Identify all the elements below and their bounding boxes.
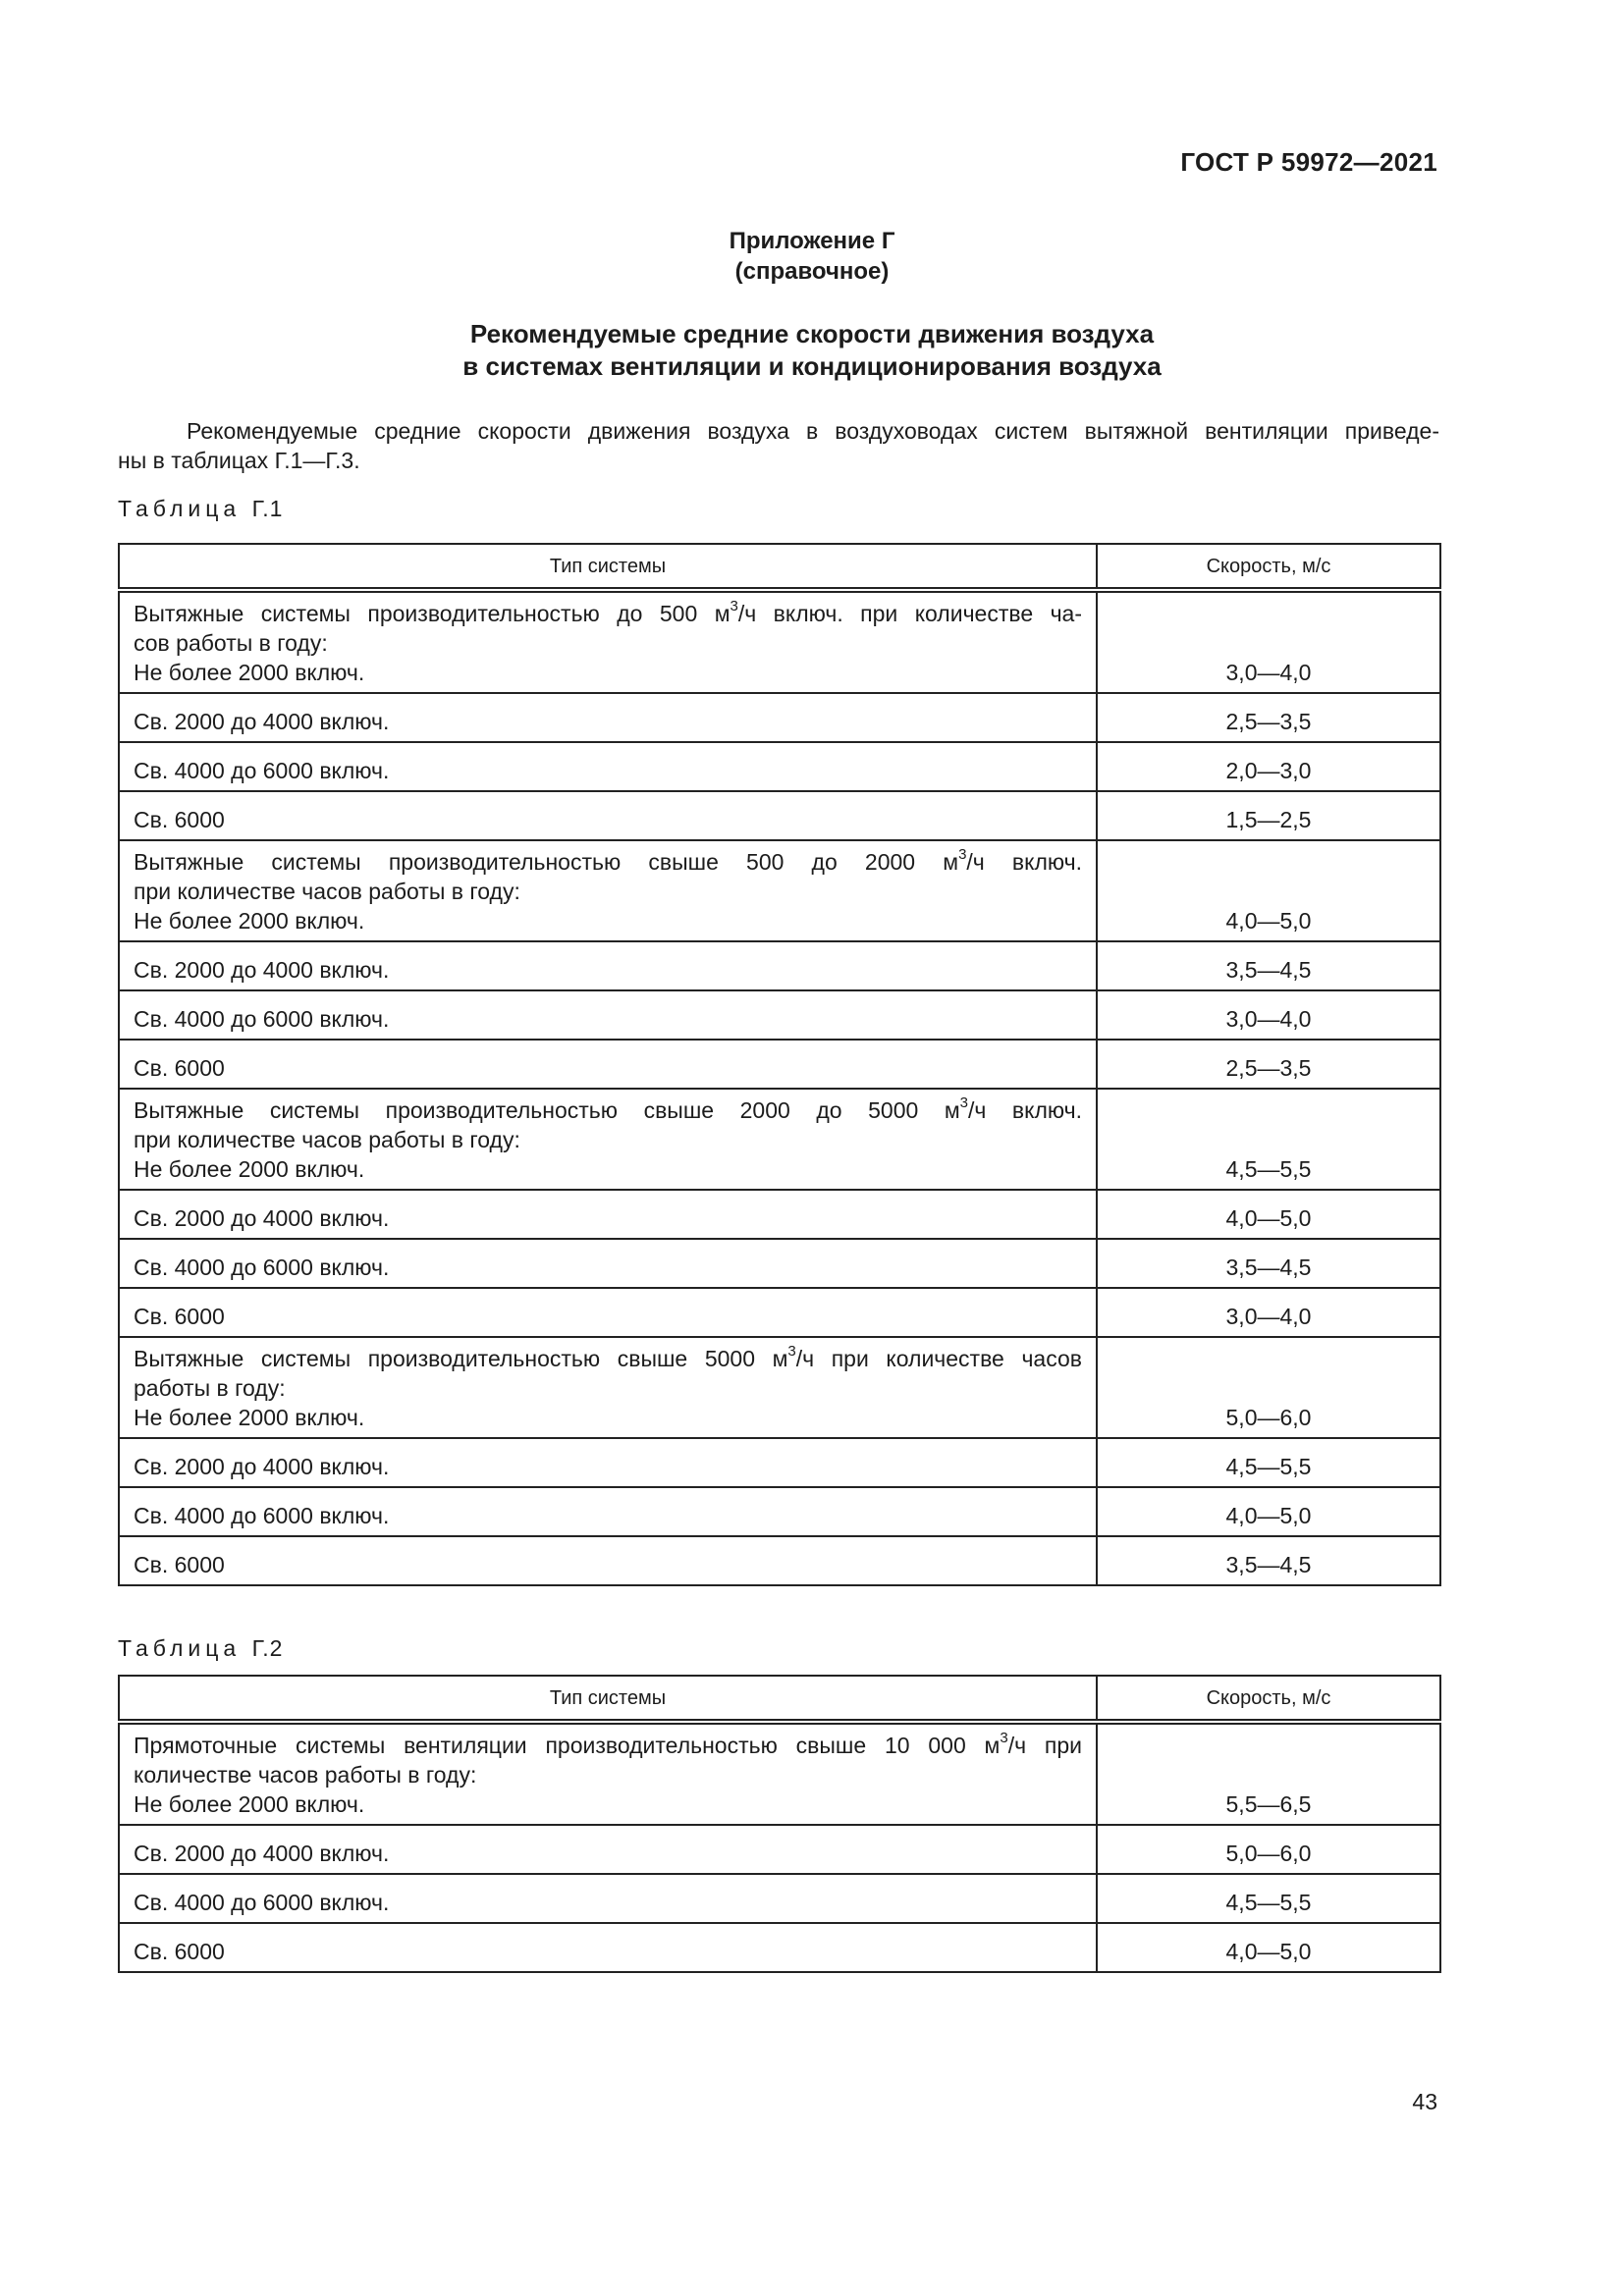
superscript-exponent: 3 <box>787 1343 796 1361</box>
table-group-first-row <box>119 590 1440 693</box>
intro-paragraph <box>118 416 1439 475</box>
appendix-title: Приложение Г <box>729 228 895 254</box>
standard-code: ГОСТ Р 59972—2021 <box>1180 147 1437 177</box>
speed-value-cell: 5,0—6,0 <box>1097 1825 1440 1874</box>
table-1-header-type: Тип системы <box>119 544 1097 590</box>
table-row <box>119 1487 1440 1536</box>
table-2-header-type: Тип системы <box>119 1676 1097 1722</box>
system-type-cell <box>119 1190 1097 1239</box>
table-group-first-row <box>119 1722 1440 1825</box>
hours-condition: Св. 2000 до 4000 включ. <box>134 709 390 734</box>
table-1-body <box>119 590 1440 1585</box>
appendix-heading <box>0 226 1624 287</box>
table-2-header-row <box>119 1676 1440 1722</box>
group-description-line-1 <box>134 599 1082 628</box>
hours-condition: Св. 6000 <box>134 1055 225 1081</box>
hours-condition: Св. 6000 <box>134 1552 225 1577</box>
table-2-caption-number: Г.2 <box>251 1635 284 1661</box>
speed-value-cell: 3,5—4,5 <box>1097 1239 1440 1288</box>
system-type-cell <box>119 1089 1097 1190</box>
hours-condition: Св. 6000 <box>134 807 225 832</box>
group-description-text: Вытяжные системы производительностью свыше 500 до 2000 м <box>134 849 959 875</box>
table-2 <box>118 1675 1441 1973</box>
group-description-text: Прямоточные системы вентиляции производительностью свыше 10 000 м <box>134 1733 1001 1758</box>
system-type-cell <box>119 1923 1097 1972</box>
appendix-status: (справочное) <box>734 258 890 285</box>
speed-value-cell: 4,5—5,5 <box>1097 1089 1440 1190</box>
table-row <box>119 1923 1440 1972</box>
hours-condition: Св. 4000 до 6000 включ. <box>134 758 390 783</box>
table-row <box>119 1239 1440 1288</box>
group-description-line-1 <box>134 847 1082 877</box>
speed-value-cell: 1,5—2,5 <box>1097 791 1440 840</box>
system-type-cell <box>119 791 1097 840</box>
system-type-cell <box>119 742 1097 791</box>
section-title-line-2: в системах вентиляции и кондиционирования воздуха <box>462 351 1162 381</box>
table-2-header-speed: Скорость, м/с <box>1097 1676 1440 1722</box>
group-description-text-tail: /ч при <box>1007 1733 1082 1758</box>
speed-value-cell: 3,0—4,0 <box>1097 1288 1440 1337</box>
table-1-header-speed: Скорость, м/с <box>1097 544 1440 590</box>
hours-condition: Св. 2000 до 4000 включ. <box>134 1205 390 1231</box>
hours-condition: Св. 6000 <box>134 1939 225 1964</box>
system-type-cell <box>119 1722 1097 1825</box>
group-description-line-1 <box>134 1731 1082 1760</box>
speed-value-cell: 3,0—4,0 <box>1097 590 1440 693</box>
system-type-cell <box>119 1825 1097 1874</box>
hours-condition: Св. 2000 до 4000 включ. <box>134 1841 390 1866</box>
table-row <box>119 1825 1440 1874</box>
hours-condition: Не более 2000 включ. <box>134 660 365 685</box>
table-group-first-row <box>119 1337 1440 1438</box>
system-type-cell <box>119 840 1097 941</box>
hours-condition: Св. 4000 до 6000 включ. <box>134 1006 390 1032</box>
speed-value-cell: 2,5—3,5 <box>1097 1040 1440 1089</box>
speed-value-cell: 3,5—4,5 <box>1097 941 1440 990</box>
speed-value-cell: 2,0—3,0 <box>1097 742 1440 791</box>
speed-value-cell: 4,0—5,0 <box>1097 1190 1440 1239</box>
group-description-text-tail: /ч включ. при количестве ча- <box>737 601 1083 626</box>
table-2-body <box>119 1722 1440 1972</box>
intro-line-1: Рекомендуемые средние скорости движения воздуха в воздуховодах систем вытяжной вентиляции приведе- <box>187 418 1439 444</box>
table-row <box>119 990 1440 1040</box>
table-row <box>119 1288 1440 1337</box>
hours-condition: Не более 2000 включ. <box>134 1405 365 1430</box>
hours-condition: Св. 4000 до 6000 включ. <box>134 1255 390 1280</box>
table-1-caption-number: Г.1 <box>251 496 284 521</box>
speed-value-cell: 3,0—4,0 <box>1097 990 1440 1040</box>
hours-condition: Св. 2000 до 4000 включ. <box>134 957 390 983</box>
group-description-text: Вытяжные системы производительностью свыше 5000 м <box>134 1346 788 1371</box>
speed-value-cell: 5,0—6,0 <box>1097 1337 1440 1438</box>
hours-condition: Св. 6000 <box>134 1304 225 1329</box>
intro-line-2: ны в таблицах Г.1—Г.3. <box>118 448 360 473</box>
system-type-cell <box>119 1487 1097 1536</box>
table-row <box>119 742 1440 791</box>
superscript-exponent: 3 <box>730 598 738 615</box>
system-type-cell <box>119 1288 1097 1337</box>
speed-value-cell: 2,5—3,5 <box>1097 693 1440 742</box>
system-type-cell <box>119 1337 1097 1438</box>
superscript-exponent: 3 <box>959 1095 968 1112</box>
table-1-header-row <box>119 544 1440 590</box>
table-2-caption-word: Таблица <box>118 1635 242 1661</box>
group-description-line-2: сов работы в году: <box>134 630 328 656</box>
table-row <box>119 1874 1440 1923</box>
table-row <box>119 1190 1440 1239</box>
group-description-line-2: количестве часов работы в году: <box>134 1762 477 1788</box>
table-row <box>119 791 1440 840</box>
system-type-cell <box>119 941 1097 990</box>
table-row <box>119 941 1440 990</box>
table-row <box>119 1438 1440 1487</box>
table-row <box>119 693 1440 742</box>
section-title <box>0 318 1624 383</box>
group-description-text-tail: /ч при количестве часов <box>795 1346 1082 1371</box>
speed-value-cell: 4,0—5,0 <box>1097 1923 1440 1972</box>
speed-value-cell: 4,0—5,0 <box>1097 1487 1440 1536</box>
group-description-text-tail: /ч включ. <box>966 849 1083 875</box>
group-description-line-1 <box>134 1095 1082 1125</box>
superscript-exponent: 3 <box>958 846 967 864</box>
hours-condition: Св. 2000 до 4000 включ. <box>134 1454 390 1479</box>
group-description-line-2: при количестве часов работы в году: <box>134 1127 520 1152</box>
table-group-first-row <box>119 1089 1440 1190</box>
system-type-cell <box>119 1874 1097 1923</box>
system-type-cell <box>119 693 1097 742</box>
table-1-caption <box>118 496 283 522</box>
speed-value-cell: 4,0—5,0 <box>1097 840 1440 941</box>
speed-value-cell: 4,5—5,5 <box>1097 1874 1440 1923</box>
table-row <box>119 1536 1440 1585</box>
system-type-cell <box>119 1040 1097 1089</box>
page-number: 43 <box>1412 2089 1437 2114</box>
hours-condition: Св. 4000 до 6000 включ. <box>134 1503 390 1528</box>
group-description-text: Вытяжные системы производительностью до 500 м <box>134 601 731 626</box>
system-type-cell <box>119 1438 1097 1487</box>
system-type-cell <box>119 990 1097 1040</box>
table-1-caption-word: Таблица <box>118 496 242 521</box>
group-description-line-1 <box>134 1344 1082 1373</box>
hours-condition: Не более 2000 включ. <box>134 1791 365 1817</box>
hours-condition: Не более 2000 включ. <box>134 908 365 934</box>
section-title-line-1: Рекомендуемые средние скорости движения воздуха <box>469 319 1155 348</box>
table-2-caption <box>118 1635 283 1662</box>
system-type-cell <box>119 1536 1097 1585</box>
superscript-exponent: 3 <box>1000 1730 1008 1747</box>
speed-value-cell: 4,5—5,5 <box>1097 1438 1440 1487</box>
table-1 <box>118 543 1441 1586</box>
group-description-text-tail: /ч включ. <box>968 1097 1083 1123</box>
system-type-cell <box>119 1239 1097 1288</box>
group-description-text: Вытяжные системы производительностью свыше 2000 до 5000 м <box>134 1097 960 1123</box>
speed-value-cell: 3,5—4,5 <box>1097 1536 1440 1585</box>
system-type-cell <box>119 590 1097 693</box>
hours-condition: Св. 4000 до 6000 включ. <box>134 1890 390 1915</box>
speed-value-cell: 5,5—6,5 <box>1097 1722 1440 1825</box>
group-description-line-2: при количестве часов работы в году: <box>134 879 520 904</box>
group-description-line-2: работы в году: <box>134 1375 286 1401</box>
hours-condition: Не более 2000 включ. <box>134 1156 365 1182</box>
table-group-first-row <box>119 840 1440 941</box>
table-row <box>119 1040 1440 1089</box>
